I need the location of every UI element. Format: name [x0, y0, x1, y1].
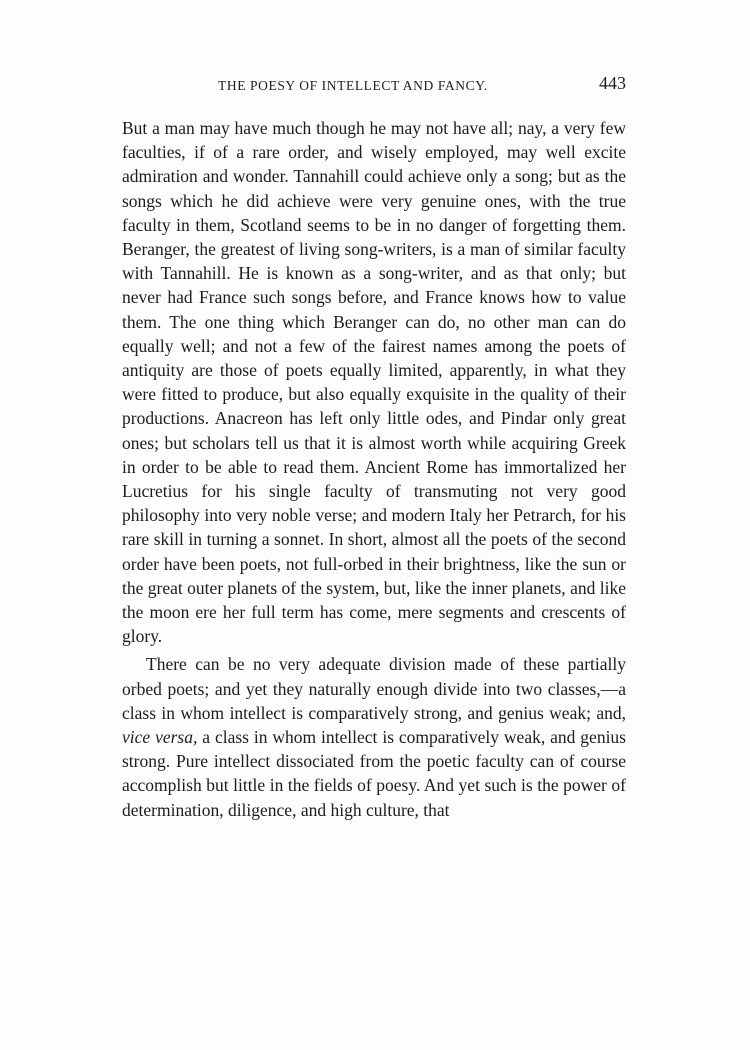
body-text — [122, 116, 626, 822]
paragraph-2-text-a: There can be no very adequate division made of these partially orbed poets; and yet they naturally enough divide into two classes,—a class in whom intellect is comparatively strong, and genius weak; and, — [122, 654, 626, 723]
paragraph-2-text-b: a class in whom intellect is comparatively weak, and genius strong. Pure intellect dissociated from the poetic faculty can of course accomplish but little in the fields of poesy. And yet such is the power of determination, diligence, and high culture, that — [122, 727, 626, 820]
paragraph-2 — [122, 652, 626, 821]
paragraph-1: But a man may have much though he may not have all; nay, a very few faculties, if of a rare order, and wisely employed, may well excite admiration and wonder. Tannahill could achieve only a song; but as the songs which he did achieve were very genuine ones, with the true faculty in them, Scotland seems to be in no danger of forgetting them. Beranger, the greatest of living song-writers, is a man of similar faculty with Tannahill. He is known as a song-writer, and as that only; but never had France such songs before, and France knows how to value them. The one thing which Beranger can do, no other man can do equally well; and not a few of the fairest names among the poets of antiquity are those of poets equally limited, apparently, in what they were fitted to produce, but also equally exquisite in the quality of their productions. Anacreon has left only little odes, and Pindar only great ones; but scholars tell us that it is almost worth while acquiring Greek in order to be able to read them. Ancient Rome has immortalized her Lucretius for his single faculty of transmuting not very good philosophy into very noble verse; and modern Italy her Petrarch, for his rare skill in turning a sonnet. In short, almost all the poets of the second order have been poets, not full-orbed in their brightness, like the sun or the great outer planets of the system, but, like the inner planets, and like the moon ere her full term has come, mere segments and crescents of glory. — [122, 118, 626, 647]
paragraph-2-italic-phrase: vice versa, — [122, 727, 198, 748]
running-title: THE POESY OF INTELLECT AND FANCY. — [218, 78, 488, 93]
running-header — [122, 73, 626, 100]
page-number: 443 — [599, 73, 626, 93]
